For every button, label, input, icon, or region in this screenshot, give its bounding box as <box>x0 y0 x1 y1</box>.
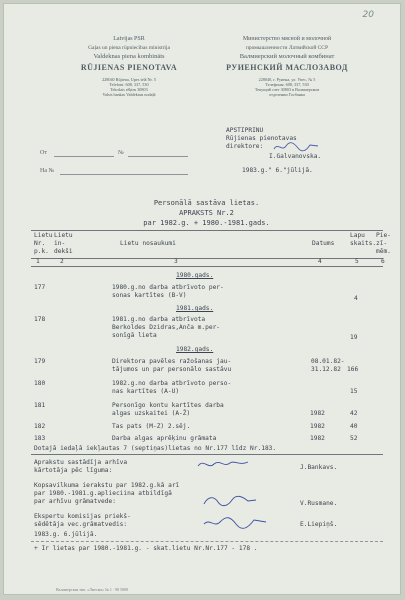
table-top-rule <box>31 230 383 231</box>
col-header-index: Lietu in- dekši <box>54 232 73 255</box>
approval-name: I.Galvanovska. <box>269 153 322 160</box>
row-181-title: Personīgo kontu kartītes darba algas uzskaitei (A-Ž) <box>112 402 224 417</box>
approval-role: direktore: <box>226 143 264 150</box>
row-178-nr: 178 <box>34 316 46 323</box>
row-181-pages: 42 <box>350 410 358 417</box>
col-num-4: 4 <box>318 258 322 265</box>
row-178-title: 1981.g.no darba atbrīvota Berkoldes Dzidras,Anča m.per- sonīgā lieta <box>112 316 221 339</box>
inventory-period: par 1982.g. + 1980.-1981.gads. <box>143 219 270 227</box>
letterhead-org-name: RŪJIENAS PIENOTAVA <box>80 63 178 72</box>
year-heading-1981: 1981.gads. <box>176 305 214 312</box>
table-numbering-rule <box>31 266 383 267</box>
approval-heading: APSTIPRINU <box>226 127 264 134</box>
letterhead-ssr: Latvijas PSR <box>113 36 145 42</box>
compiler-name: J.Bankavs. <box>300 464 338 471</box>
row-183-pages: 52 <box>350 435 358 442</box>
approval-date: 1983.g." 6."jūlijā. <box>242 167 313 174</box>
from-line <box>54 156 114 157</box>
accountant-name: V.Rusmane. <box>300 500 338 507</box>
from-label: От <box>40 150 47 156</box>
number-line <box>128 156 188 157</box>
expert-name: E.Liepiņš. <box>300 521 338 528</box>
table-header-rule <box>31 258 383 259</box>
year-heading-1980: 1980.gads. <box>176 272 214 279</box>
col-num-2: 2 <box>60 258 64 265</box>
letterhead-ministry: Gaļas un piena rūpniecības ministrija <box>88 45 170 51</box>
compiler-role: Aprakstu sastādīja arhīva kārtotāja pēc līguma: <box>34 459 128 474</box>
col-num-3: 3 <box>174 258 178 265</box>
letterhead-combine-ru: Валмиерский молочный комбинат <box>239 53 335 60</box>
row-179-pages: 166 <box>347 366 359 373</box>
compiler-signature <box>194 456 254 474</box>
row-182-date: 1982 <box>310 423 325 430</box>
accountant-signature <box>200 492 260 510</box>
sign-date: 1983.g. 6.jūlijā. <box>34 531 98 538</box>
summary-line: Dotajā iedaļā iekļautas 7 (septiņas)lietas no Nr.177 līdz Nr.183. <box>34 445 277 452</box>
document-title: Personālā sastāva lietas. <box>153 199 260 207</box>
row-183-title: Darba algas aprēķinu grāmata <box>112 435 217 442</box>
row-179-title: Direktora pavēles ražošanas jau- tājumos un par personālo sastāvu <box>112 358 232 373</box>
row-181-nr: 181 <box>34 402 46 409</box>
page-number: 20 <box>362 10 374 20</box>
expert-role: Ekspertu komisijas priekš- sēdētāja vec.grāmatvedis: <box>34 513 131 528</box>
row-183-date: 1982 <box>310 435 325 442</box>
row-180-title: 1982.g.no darba atbrīvoto perso- nas kartītes (A-U) <box>112 380 232 395</box>
col-header-pages: Lapu skaits. <box>350 232 377 247</box>
number-label: № <box>118 150 124 156</box>
accountant-role: Kopsavilkuma ierakstu par 1982.g.kā arī par 1980.-1981.g.aplieciina atbildīgā par arhīvu grāmatvede: <box>34 482 180 505</box>
letterhead-combine: Valdeknas piena kombināts <box>93 53 165 60</box>
letterhead-org-name-ru: РУИЕНСКИЙ МАСЛОЗАВОД <box>226 63 348 72</box>
year-heading-1982: 1982.gads. <box>176 346 214 353</box>
col-num-1: 1 <box>36 258 40 265</box>
letterhead-ministry-ru-2: промышленности Латвийской ССР <box>245 45 329 51</box>
director-signature <box>272 140 322 154</box>
col-num-6: 6 <box>381 258 385 265</box>
letterhead-ministry-ru: Министерство мясной и молочной <box>242 36 332 42</box>
col-num-5: 5 <box>355 258 359 265</box>
footnote-rule <box>31 541 383 542</box>
row-181-date: 1982 <box>310 410 325 417</box>
row-177-title: 1980.g.no darba atbrīvoto per- sonas kartītes (B-V) <box>112 284 224 299</box>
expert-signature <box>200 512 270 532</box>
letterhead-latvian <box>64 36 194 97</box>
row-180-nr: 180 <box>34 380 46 387</box>
letterhead-russian <box>222 36 352 97</box>
letterhead-address-ru: 228040, г. Руиена, ул. Упес, № 5 Телефоны: 608, 337, 530 Текущий счет 30803 в Валмиерском отделении Госбанка <box>254 77 320 97</box>
footnote: + Ir lietas par 1980.-1981.g. - skat.lietu Nr.Nr.177 - 178 . <box>34 545 258 552</box>
col-header-title: Lietu nosaukumi <box>120 240 176 247</box>
row-179-date: 08.01.82- 31.12.82 <box>311 358 345 373</box>
row-178-pages: 19 <box>350 334 358 341</box>
printer-imprint: Валмиерская тип. «Лиесма» № 1 · 98 5000 <box>56 587 129 592</box>
reference-line <box>60 174 188 175</box>
row-183-nr: 183 <box>34 435 46 442</box>
row-182-title: Tas pats (M-Z) 2.sēj. <box>112 423 191 430</box>
row-180-pages: 15 <box>350 388 358 395</box>
reference-label: На № <box>40 168 55 174</box>
approval-org: Rūjienas pienotavas <box>226 135 297 142</box>
letterhead-address: 228040 Rūjiena, Upes ielā Nr. 5 Telefoni: 608, 337, 530 Tekošais rēķins 30803 Valsts bankas Valdeknas nodaļā <box>102 77 156 97</box>
document-sheet <box>3 3 401 595</box>
row-182-nr: 182 <box>34 423 46 430</box>
inventory-number: APRAKSTS Nr.2 <box>179 209 234 217</box>
row-179-nr: 179 <box>34 358 46 365</box>
summary-rule <box>31 454 383 455</box>
col-header-notes: Pie- zī- mēm. <box>376 232 391 255</box>
col-header-date: Datums <box>312 240 335 247</box>
col-header-nr: Lietu Nr. p.k. <box>34 232 53 255</box>
row-177-pages: 4 <box>354 295 358 302</box>
row-182-pages: 40 <box>350 423 358 430</box>
row-177-nr: 177 <box>34 284 46 291</box>
